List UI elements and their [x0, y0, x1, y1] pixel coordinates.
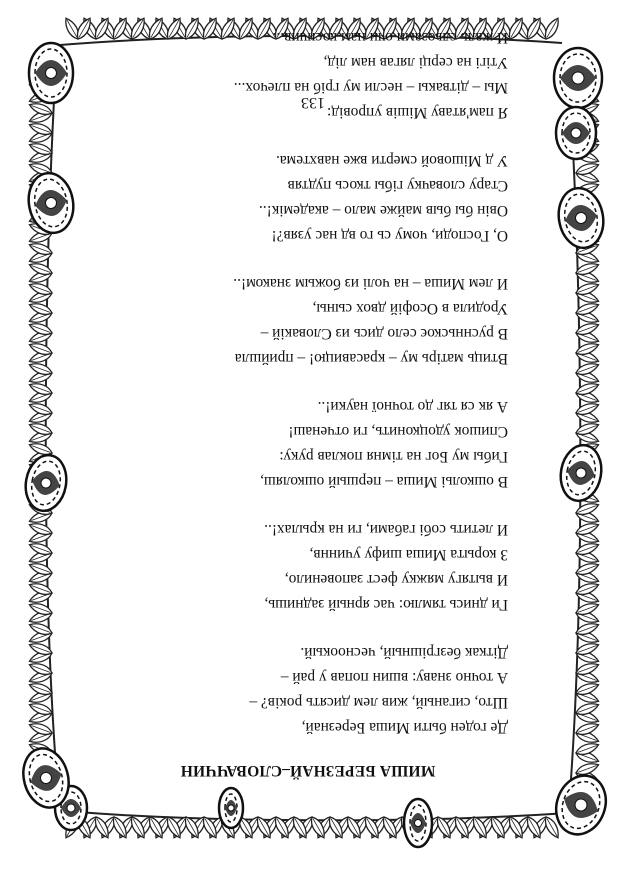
- poem-line: Утiгi на серцi лягав нам лiд,: [323, 54, 508, 71]
- poem-line: В ошкольi Миша – першый ошколяш,: [260, 473, 508, 490]
- poem-stanza: [108, 271, 508, 371]
- poem-line: Мы – дiтвакы – несли му грiб на плечох...: [233, 79, 508, 96]
- poem-line: А точно знаву: вшин попав у рай –: [280, 669, 508, 686]
- poem-line: И жаль сльозами очи нам косичив...: [272, 29, 508, 46]
- poem-body: [108, 2, 508, 783]
- poem-line: Ги днись тямлю: час ярный заднишь,: [264, 596, 508, 613]
- poem-title: МИША БЕРЕЗНАЙ–СЛОВАЧЧИН: [180, 762, 436, 779]
- poem-line: О, Господи, чому сь го вд нас узяв?!: [271, 227, 508, 244]
- poem-line: З корыта Миша шифу учиннв,: [309, 546, 508, 563]
- poem-line: А як ся тяг до точної науки!..: [317, 398, 508, 415]
- poem-line: Де годен быти Миша Березнай,: [301, 719, 508, 736]
- poem-line: Гибы му Бог на тiмня поклав руку:: [279, 448, 508, 465]
- poem-stanza: [108, 640, 508, 740]
- easter-egg-ornament: [219, 788, 243, 828]
- poem-line: Втиць матiрь му – красавицю! – прийшла: [234, 350, 508, 367]
- easter-egg-ornament: [404, 799, 432, 847]
- poem-line: Што, сиганый, жив лем дисять рокiв? –: [249, 694, 508, 711]
- poem-line: И лем Миша – на чолi из божым знаком!..: [233, 275, 508, 292]
- easter-egg-ornament: [556, 107, 596, 159]
- poem-stanza: [108, 394, 508, 494]
- poem-stanza: [108, 517, 508, 617]
- poem-stanza: [108, 148, 508, 248]
- poem-line: Уродила в Ософiй двох сыны,: [312, 300, 508, 317]
- poem-line: В руснньскоє село дись из Словакiй –: [260, 325, 508, 342]
- poem-line: Стару словачку гiбы ткось пудтяв: [287, 177, 508, 194]
- page-number: 133: [301, 94, 325, 111]
- poem-line: И летить собi габами, ги на крылах!..: [264, 521, 508, 538]
- poem-line: Я пам'ятаву Мiшiв упровiд:: [327, 104, 508, 121]
- poem-line: У д Мiшовой смерти вже навхтема.: [275, 152, 508, 169]
- poem-line: Овiн бы быв майже мало – академiк!..: [258, 202, 508, 219]
- poem-line: Дiткак безгрiшный, чесноокый.: [300, 644, 508, 661]
- poem-line: И вытягу мяжку фест заповенило,: [284, 571, 508, 588]
- poem-line: Спишок удоцконить, ги отченаш!: [288, 423, 508, 440]
- easter-egg-ornament: [556, 442, 605, 504]
- easter-egg-ornament: [554, 185, 608, 252]
